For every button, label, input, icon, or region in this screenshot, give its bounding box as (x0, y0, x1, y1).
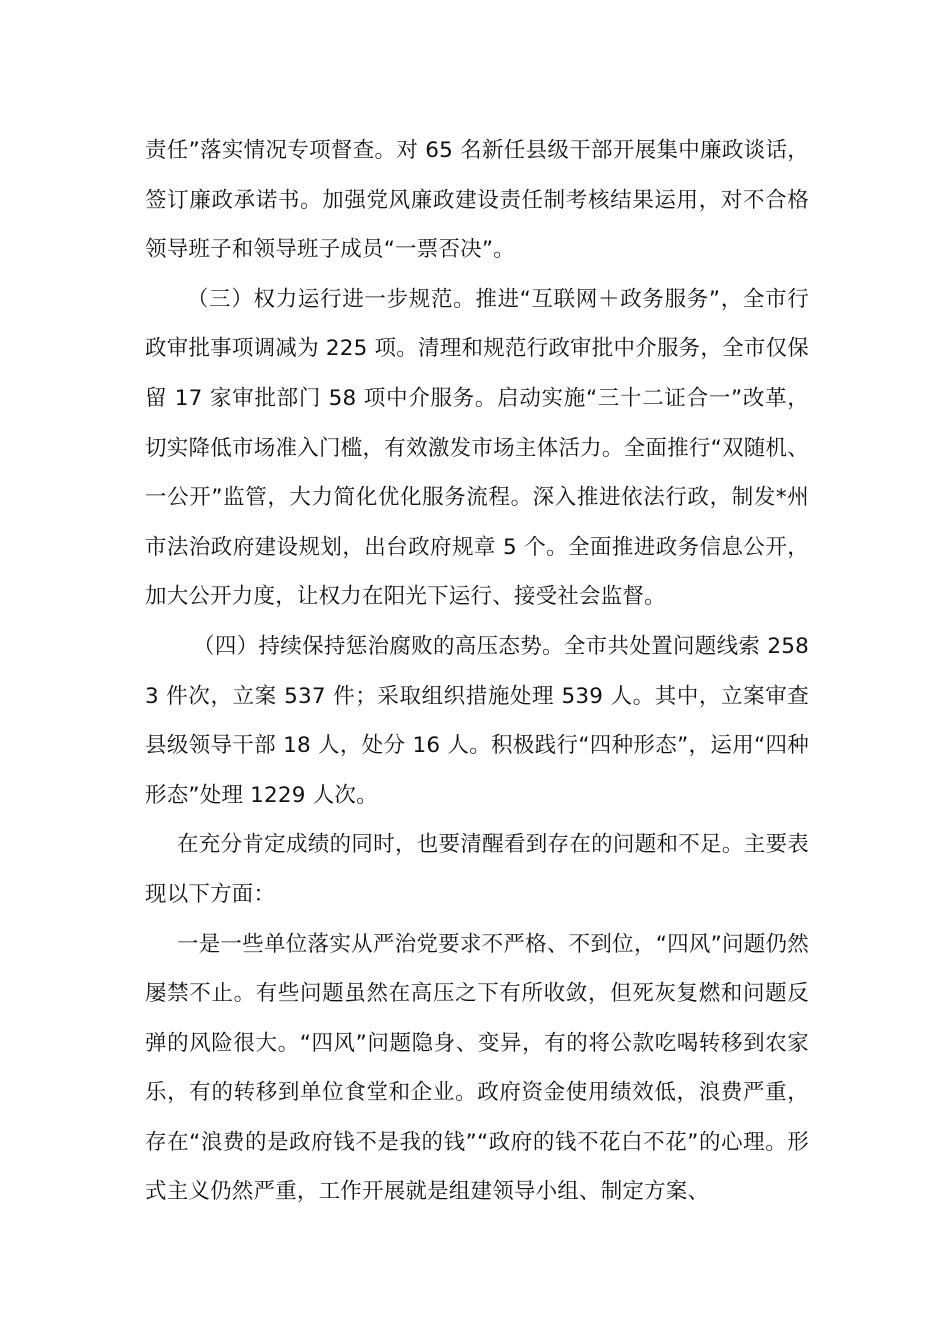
paragraph-power-operation: （三）权力运行进一步规范。推进“互联网＋政务服务”，全市行政审批事项调减为 225 项。清理和规范行政审批中介服务，全市仅保留 17 家审批部门 58 项中介服务。启动实施“三十二证合一”改革，切实降低市场准入门槛，有效激发市场主体活力。全面推行“双随机、一公开”监管，大力简化优化服务流程。深入推进依法行政，制发*州市法治政府建设规划，出台政府规章 5 个。全面推进政务信息公开，加大公开力度，让权力在阳光下运行、接受社会监督。 (145, 286, 809, 610)
paragraph-responsibility: 责任”落实情况专项督查。对 65 名新任县级干部开展集中廉政谈话，签订廉政承诺书。加强党风廉政建设责任制考核结果运用，对不合格领导班子和领导班子成员“一票否决”。 (145, 138, 809, 263)
document-page (145, 126, 809, 1217)
paragraph-problems-intro: 在充分肯定成绩的同时，也要清醒看到存在的问题和不足。主要表现以下方面： (145, 832, 809, 907)
paragraph-problem-one: 一是一些单位落实从严治党要求不严格、不到位，“四风”问题仍然屡禁不止。有些问题虽然在高压之下有所收敛，但死灰复燃和问题反弹的风险很大。“四风”问题隐身、变异，有的将公款吃喝转移到农家乐，有的转移到单位食堂和企业。政府资金使用绩效低，浪费严重，存在“浪费的是政府钱不是我的钱”“政府的钱不花白不花”的心理。形式主义仍然严重，工作开展就是组建领导小组、制定方案、 (145, 931, 809, 1205)
paragraph-anti-corruption: （四）持续保持惩治腐败的高压态势。全市共处置问题线索 2583 件次，立案 537 件；采取组织措施处理 539 人。其中，立案审查县级领导干部 18 人，处分 16 人。积极践行“四种形态”，运用“四种形态”处理 1229 人次。 (145, 633, 809, 808)
